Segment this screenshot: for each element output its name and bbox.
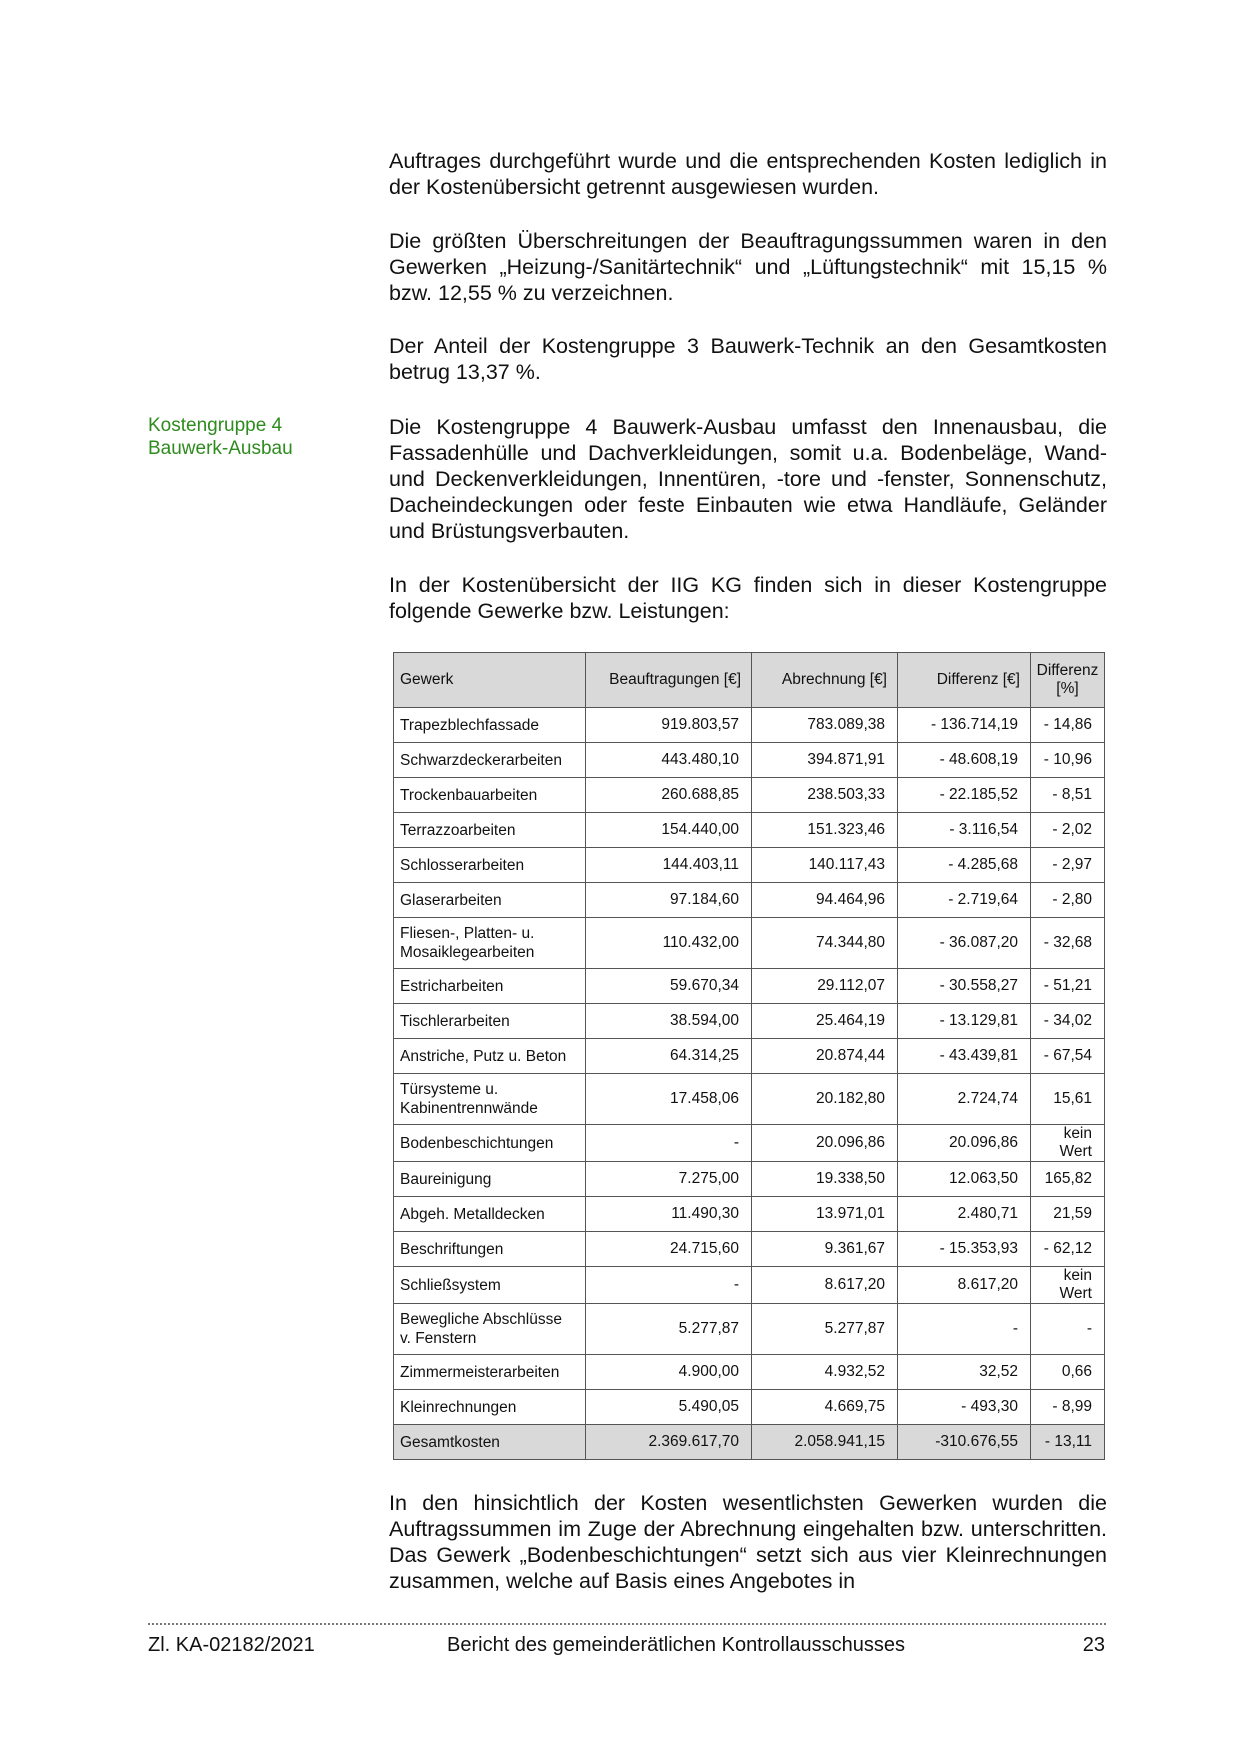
cell-beauftragungen: 7.275,00 — [586, 1162, 752, 1197]
cell-differenz-eur: - 43.439,81 — [898, 1039, 1031, 1074]
table-row — [394, 883, 1105, 918]
cell-differenz-pct: - 2,97 — [1031, 848, 1105, 883]
cell-gewerk: Bewegliche Abschlüsse v. Fenstern — [394, 1304, 586, 1355]
cell-abrechnung: 5.277,87 — [752, 1304, 898, 1355]
cell-abrechnung: 94.464,96 — [752, 883, 898, 918]
cell-beauftragungen: 11.490,30 — [586, 1197, 752, 1232]
table-row — [394, 1074, 1105, 1125]
paragraph-4: Die Kostengruppe 4 Bauwerk-Ausbau umfasst den Innenausbau, die Fassadenhülle und Dachverkleidungen, somit u.a. Bodenbeläge, Wand- und Deckenverkleidungen, Innentüren, -tore und -fenster, Sonnenschutz, Dacheindeckungen oder feste Einbauten wie etwa Handläufe, Geländer und Brüstungsverbauten. — [389, 415, 1107, 543]
margin-note-line-1: Kostengruppe 4 — [148, 415, 283, 436]
paragraph-5: In der Kostenübersicht der IIG KG finden sich in dieser Kostengruppe folgende Gewerke bzw. Leistungen: — [389, 573, 1107, 623]
cell-differenz-pct: - 10,96 — [1031, 743, 1105, 778]
cell-differenz-pct: - 51,21 — [1031, 969, 1105, 1004]
cell-abrechnung: 140.117,43 — [752, 848, 898, 883]
table-row — [394, 708, 1105, 743]
cell-differenz-pct: - 32,68 — [1031, 918, 1105, 969]
cell-differenz-eur: - 493,30 — [898, 1390, 1031, 1425]
cell-abrechnung: 151.323,46 — [752, 813, 898, 848]
cell-beauftragungen: 5.277,87 — [586, 1304, 752, 1355]
cell-differenz-eur: - 3.116,54 — [898, 813, 1031, 848]
cell-differenz-pct: - 2,80 — [1031, 883, 1105, 918]
cell-abrechnung: 783.089,38 — [752, 708, 898, 743]
cell-differenz-eur: 32,52 — [898, 1355, 1031, 1390]
cell-differenz-eur: 2.724,74 — [898, 1074, 1031, 1125]
cell-beauftragungen: 97.184,60 — [586, 883, 752, 918]
table-row — [394, 1390, 1105, 1425]
table-total-row — [394, 1425, 1105, 1460]
cell-gewerk: Beschriftungen — [394, 1232, 586, 1267]
paragraph-2: Die größten Überschreitungen der Beauftragungssummen waren in den Gewerken „Heizung-/Sanitärtechnik“ und „Lüftungstechnik“ mit 15,15 % bzw. 12,55 % zu verzeichnen. — [389, 229, 1107, 305]
table-row — [394, 1004, 1105, 1039]
cell-beauftragungen: - — [586, 1125, 752, 1162]
cell-differenz-pct: 165,82 — [1031, 1162, 1105, 1197]
cell-gewerk: Baureinigung — [394, 1162, 586, 1197]
cell-abrechnung: 19.338,50 — [752, 1162, 898, 1197]
cell-beauftragungen: 59.670,34 — [586, 969, 752, 1004]
footer-title: Bericht des gemeinderätlichen Kontrollausschusses — [447, 1634, 906, 1656]
cell-differenz-pct: kein Wert — [1031, 1267, 1105, 1304]
cell-beauftragungen: 4.900,00 — [586, 1355, 752, 1390]
cell-differenz-pct: - 67,54 — [1031, 1039, 1105, 1074]
cell-gewerk: Glaserarbeiten — [394, 883, 586, 918]
cell-abrechnung: 8.617,20 — [752, 1267, 898, 1304]
cell-differenz-pct: - 13,11 — [1031, 1425, 1105, 1460]
paragraph-1: Auftrages durchgeführt wurde und die entsprechenden Kosten lediglich in der Kostenübersicht getrennt ausgewiesen wurden. — [389, 149, 1107, 199]
table-row — [394, 1267, 1105, 1304]
header-gewerk: Gewerk — [394, 653, 586, 708]
cell-beauftragungen: 5.490,05 — [586, 1390, 752, 1425]
table-row — [394, 1232, 1105, 1267]
cell-differenz-eur: 8.617,20 — [898, 1267, 1031, 1304]
cell-differenz-pct: 0,66 — [1031, 1355, 1105, 1390]
cell-abrechnung: 74.344,80 — [752, 918, 898, 969]
cell-abrechnung: 29.112,07 — [752, 969, 898, 1004]
cell-differenz-eur: - 36.087,20 — [898, 918, 1031, 969]
table-row — [394, 1162, 1105, 1197]
cell-beauftragungen: 919.803,57 — [586, 708, 752, 743]
table-row — [394, 1304, 1105, 1355]
margin-note-line-2: Bauwerk-Ausbau — [148, 438, 293, 459]
cell-gewerk: Tischlerarbeiten — [394, 1004, 586, 1039]
cell-beauftragungen: 38.594,00 — [586, 1004, 752, 1039]
cost-table — [393, 652, 1105, 1460]
cell-differenz-eur: 12.063,50 — [898, 1162, 1031, 1197]
margin-note — [148, 414, 328, 460]
header-differenz-eur: Differenz [€] — [898, 653, 1031, 708]
cell-differenz-eur: 2.480,71 — [898, 1197, 1031, 1232]
cell-gewerk: Gesamtkosten — [394, 1425, 586, 1460]
cell-abrechnung: 4.932,52 — [752, 1355, 898, 1390]
cell-gewerk: Abgeh. Metalldecken — [394, 1197, 586, 1232]
cell-differenz-pct: - 8,99 — [1031, 1390, 1105, 1425]
cell-differenz-eur: - 30.558,27 — [898, 969, 1031, 1004]
cell-differenz-pct: - 2,02 — [1031, 813, 1105, 848]
table-row — [394, 1039, 1105, 1074]
cell-beauftragungen: 64.314,25 — [586, 1039, 752, 1074]
cell-differenz-eur: - 15.353,93 — [898, 1232, 1031, 1267]
footer-reference: Zl. KA-02182/2021 — [148, 1634, 315, 1656]
cell-gewerk: Türsysteme u. Kabinentrennwände — [394, 1074, 586, 1125]
cell-beauftragungen: 154.440,00 — [586, 813, 752, 848]
table-header-row — [394, 653, 1105, 708]
cell-differenz-eur: - 22.185,52 — [898, 778, 1031, 813]
cell-beauftragungen: 110.432,00 — [586, 918, 752, 969]
cell-beauftragungen: 260.688,85 — [586, 778, 752, 813]
table-row — [394, 1197, 1105, 1232]
cell-gewerk: Zimmermeisterarbeiten — [394, 1355, 586, 1390]
cell-differenz-eur: - 48.608,19 — [898, 743, 1031, 778]
cell-gewerk: Terrazzoarbeiten — [394, 813, 586, 848]
paragraph-6: In den hinsichtlich der Kosten wesentlichsten Gewerken wurden die Auftragssummen im Zuge der Abrechnung eingehalten bzw. unterschritten. Das Gewerk „Bodenbeschichtungen“ setzt sich aus vier Kleinrechnungen zusammen, welche auf Basis eines Angebotes in — [389, 1491, 1107, 1593]
cell-differenz-eur: - 13.129,81 — [898, 1004, 1031, 1039]
cell-beauftragungen: 24.715,60 — [586, 1232, 752, 1267]
table-body — [394, 708, 1105, 1460]
cell-gewerk: Trockenbauarbeiten — [394, 778, 586, 813]
cell-abrechnung: 20.182,80 — [752, 1074, 898, 1125]
table-row — [394, 1125, 1105, 1162]
header-abrechnung: Abrechnung [€] — [752, 653, 898, 708]
cell-gewerk: Fliesen-, Platten- u. Mosaiklegearbeiten — [394, 918, 586, 969]
cell-differenz-pct: 21,59 — [1031, 1197, 1105, 1232]
cell-beauftragungen: 144.403,11 — [586, 848, 752, 883]
cell-differenz-pct: - — [1031, 1304, 1105, 1355]
table-row — [394, 918, 1105, 969]
cell-gewerk: Trapezblechfassade — [394, 708, 586, 743]
cell-differenz-pct: - 14,86 — [1031, 708, 1105, 743]
cell-gewerk: Schwarzdeckerarbeiten — [394, 743, 586, 778]
cell-gewerk: Schließsystem — [394, 1267, 586, 1304]
cell-beauftragungen: 17.458,06 — [586, 1074, 752, 1125]
cell-abrechnung: 13.971,01 — [752, 1197, 898, 1232]
cell-differenz-pct: - 8,51 — [1031, 778, 1105, 813]
cell-differenz-eur: 20.096,86 — [898, 1125, 1031, 1162]
cell-beauftragungen: 443.480,10 — [586, 743, 752, 778]
cell-abrechnung: 20.096,86 — [752, 1125, 898, 1162]
cell-differenz-eur: - 4.285,68 — [898, 848, 1031, 883]
cell-differenz-pct: - 34,02 — [1031, 1004, 1105, 1039]
cell-abrechnung: 9.361,67 — [752, 1232, 898, 1267]
cell-abrechnung: 394.871,91 — [752, 743, 898, 778]
cell-differenz-eur: - 136.714,19 — [898, 708, 1031, 743]
footer-page-number: 23 — [1082, 1634, 1105, 1656]
cell-abrechnung: 20.874,44 — [752, 1039, 898, 1074]
table-row — [394, 743, 1105, 778]
cell-differenz-pct: 15,61 — [1031, 1074, 1105, 1125]
header-beauftragungen: Beauftragungen [€] — [586, 653, 752, 708]
table-row — [394, 1355, 1105, 1390]
cell-gewerk: Anstriche, Putz u. Beton — [394, 1039, 586, 1074]
table-row — [394, 778, 1105, 813]
cell-differenz-eur: - 2.719,64 — [898, 883, 1031, 918]
cell-beauftragungen: 2.369.617,70 — [586, 1425, 752, 1460]
header-differenz-pct: Differenz [%] — [1031, 653, 1105, 708]
cell-beauftragungen: - — [586, 1267, 752, 1304]
cell-differenz-eur: -310.676,55 — [898, 1425, 1031, 1460]
cell-abrechnung: 238.503,33 — [752, 778, 898, 813]
cell-gewerk: Estricharbeiten — [394, 969, 586, 1004]
table-row — [394, 848, 1105, 883]
cell-abrechnung: 25.464,19 — [752, 1004, 898, 1039]
cell-abrechnung: 2.058.941,15 — [752, 1425, 898, 1460]
cell-gewerk: Kleinrechnungen — [394, 1390, 586, 1425]
cell-gewerk: Schlosserarbeiten — [394, 848, 586, 883]
cell-gewerk: Bodenbeschichtungen — [394, 1125, 586, 1162]
table-row — [394, 813, 1105, 848]
cell-differenz-pct: - 62,12 — [1031, 1232, 1105, 1267]
cell-abrechnung: 4.669,75 — [752, 1390, 898, 1425]
cell-differenz-eur: - — [898, 1304, 1031, 1355]
cell-differenz-pct: kein Wert — [1031, 1125, 1105, 1162]
table-row — [394, 969, 1105, 1004]
paragraph-3: Der Anteil der Kostengruppe 3 Bauwerk-Technik an den Gesamtkosten betrug 13,37 %. — [389, 334, 1107, 384]
footer-divider — [148, 1623, 1106, 1625]
